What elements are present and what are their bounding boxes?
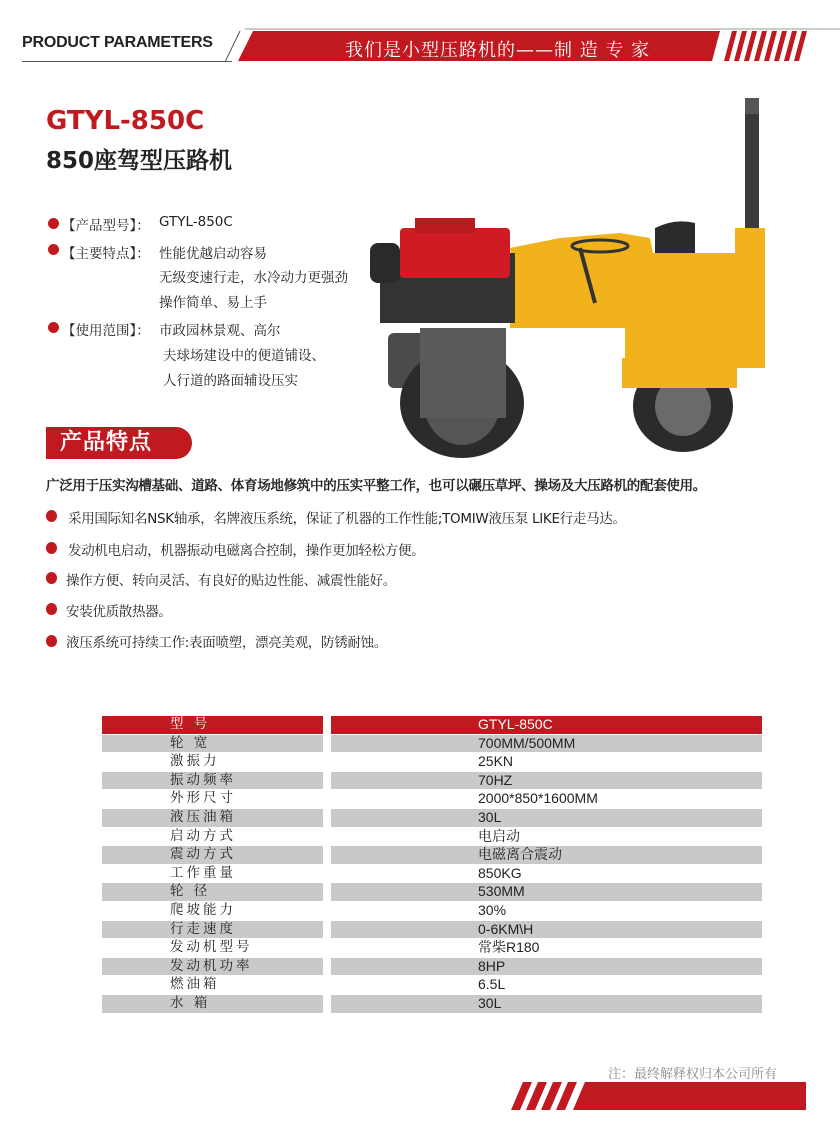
table-cell-value: 8HP bbox=[331, 958, 762, 976]
features-intro: 广泛用于压实沟槽基础、道路、体育场地修筑中的压实平整工作，也可以碾压草坪、操场及大压路机的配套使用。 bbox=[46, 478, 706, 494]
header-slogan: 我们是小型压路机的——制 造 专 家 bbox=[345, 40, 651, 61]
table-row bbox=[102, 735, 762, 754]
table-header-row bbox=[102, 716, 762, 735]
table-row bbox=[102, 790, 762, 809]
feature-item: 液压系统可持续工作:表面喷塑，漂亮美观，防锈耐蚀。 bbox=[66, 635, 388, 651]
road-roller-image bbox=[360, 88, 780, 458]
feature-item: 操作方便、转向灵活、有良好的贴边性能、减震性能好。 bbox=[66, 573, 396, 589]
table-cell-value: 电启动 bbox=[478, 827, 520, 844]
table-cell-value: 700MM/500MM bbox=[331, 735, 762, 753]
spec-label: 【主要特点】： bbox=[62, 246, 150, 262]
table-cell-label: 液压油箱 bbox=[102, 809, 323, 827]
table-row bbox=[102, 865, 762, 884]
header-title: PRODUCT PARAMETERS bbox=[22, 34, 213, 51]
table-row bbox=[102, 828, 762, 847]
bullet-icon bbox=[46, 635, 57, 647]
product-model-title: GTYL-850C bbox=[46, 106, 205, 136]
bullet-icon bbox=[46, 510, 57, 522]
spec-value: GTYL-850C bbox=[159, 214, 233, 230]
table-cell-label: 激振力 bbox=[170, 753, 220, 770]
table-row bbox=[102, 939, 762, 958]
spec-value: 无级变速行走，水冷动力更强劲 bbox=[159, 270, 348, 286]
parameters-table bbox=[102, 716, 762, 1014]
footer-note: 注：最终解释权归本公司所有 bbox=[608, 1067, 778, 1082]
spec-value: 操作简单、易上手 bbox=[159, 295, 267, 311]
spec-value: 市政园林景观、高尔 bbox=[159, 323, 281, 339]
table-cell-value: 30L bbox=[331, 809, 762, 827]
section-title-features: 产品特点 bbox=[46, 427, 192, 459]
table-cell-label: 振动频率 bbox=[102, 772, 323, 790]
table-row bbox=[102, 921, 762, 940]
table-row bbox=[102, 995, 762, 1014]
feature-item: 发动机电启动，机器振动电磁离合控制，操作更加轻松方便。 bbox=[68, 543, 425, 559]
spec-value: 人行道的路面辅设压实 bbox=[163, 373, 298, 389]
bullet-icon bbox=[48, 218, 59, 229]
table-cell-label: 行走速度 bbox=[102, 921, 323, 939]
table-cell-label: 轮 径 bbox=[102, 883, 323, 901]
table-cell-label: 启动方式 bbox=[170, 827, 236, 844]
bullet-icon bbox=[48, 244, 59, 255]
table-cell-label: 外形尺寸 bbox=[170, 790, 236, 807]
table-header-label: 型 号 bbox=[102, 716, 323, 734]
table-cell-label: 燃油箱 bbox=[170, 976, 220, 993]
table-cell-value: 530MM bbox=[331, 883, 762, 901]
table-cell-value: 25KN bbox=[478, 753, 514, 770]
feature-item: 安装优质散热器。 bbox=[66, 604, 172, 620]
bullet-icon bbox=[48, 322, 59, 333]
feature-item: 采用国际知名NSK轴承，名牌液压系统，保证了机器的工作性能;TOMIW液压泵 LIKE行走马达。 bbox=[68, 511, 626, 527]
bullet-icon bbox=[46, 542, 57, 554]
table-cell-value: 30% bbox=[478, 901, 507, 918]
table-cell-value: 2000*850*1600MM bbox=[478, 790, 598, 807]
spec-value: 夫球场建设中的便道铺设、 bbox=[163, 348, 325, 364]
table-row bbox=[102, 902, 762, 921]
table-row bbox=[102, 976, 762, 995]
product-name: 850座驾型压路机 bbox=[46, 148, 233, 174]
bullet-icon bbox=[46, 572, 57, 584]
table-cell-label: 震动方式 bbox=[102, 846, 323, 864]
header-underline bbox=[22, 61, 232, 62]
table-cell-value: 0-6KM\H bbox=[331, 921, 762, 939]
table-header-value: GTYL-850C bbox=[331, 716, 762, 734]
table-cell-value: 常柴R180 bbox=[478, 939, 540, 956]
table-cell-label: 发动机功率 bbox=[102, 958, 323, 976]
table-cell-label: 发动机型号 bbox=[170, 939, 253, 956]
bullet-icon bbox=[46, 603, 57, 615]
table-cell-value: 70HZ bbox=[331, 772, 762, 790]
table-row bbox=[102, 753, 762, 772]
spec-value: 性能优越启动容易 bbox=[159, 246, 267, 262]
table-row bbox=[102, 846, 762, 865]
footer-stripe-bar bbox=[510, 1080, 810, 1112]
table-cell-value: 电磁离合震动 bbox=[331, 846, 762, 864]
table-cell-label: 爬坡能力 bbox=[170, 901, 236, 918]
spec-label: 【使用范围】： bbox=[62, 323, 150, 339]
table-cell-value: 850KG bbox=[478, 864, 522, 881]
table-cell-label: 轮 宽 bbox=[102, 735, 323, 753]
table-row bbox=[102, 772, 762, 791]
table-row bbox=[102, 809, 762, 828]
table-cell-value: 30L bbox=[331, 995, 762, 1013]
table-cell-label: 水 箱 bbox=[102, 995, 323, 1013]
table-row bbox=[102, 958, 762, 977]
table-cell-value: 6.5L bbox=[478, 976, 506, 993]
spec-label: 【产品型号】： bbox=[62, 218, 150, 234]
table-cell-label: 工作重量 bbox=[170, 864, 236, 881]
table-row bbox=[102, 883, 762, 902]
